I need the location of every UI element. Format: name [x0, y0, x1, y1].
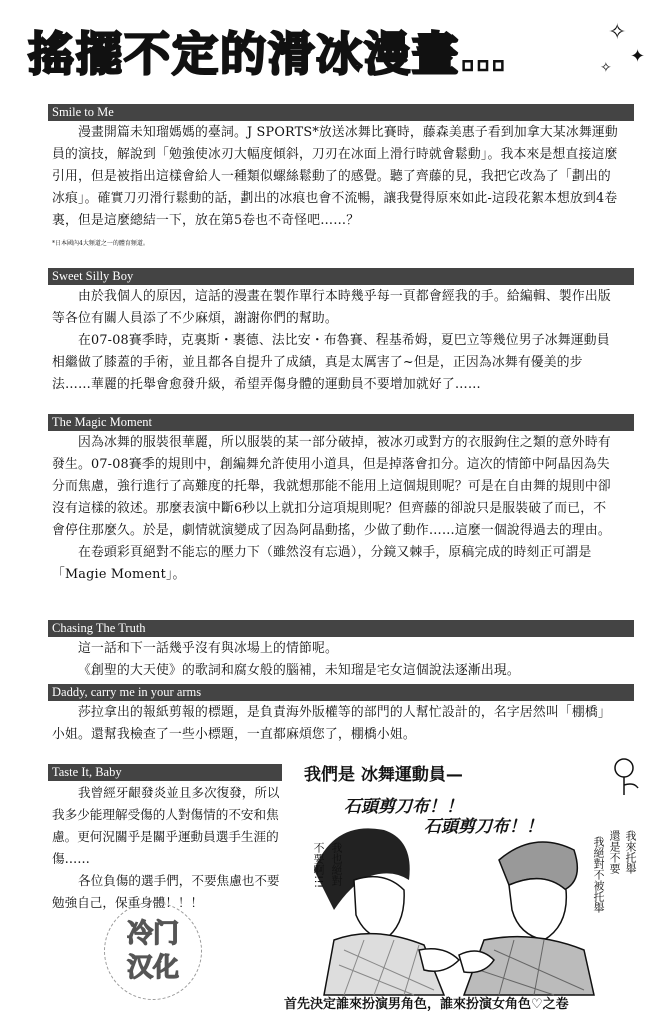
speech-bubble: 不要啊!!!: [312, 842, 325, 889]
manga-top-line: 我們是 冰舞運動員—: [304, 765, 463, 785]
sparkle-icon: ✧: [600, 60, 612, 76]
speech-bubble: 我絕對不被托舉: [592, 836, 605, 913]
speech-bubble: 還是不要: [608, 830, 621, 874]
paragraph: 《創聖的大天使》的歌詞和腐女般的腦補，未知瑠是宅女這個說法逐漸出現。: [78, 663, 520, 678]
section-header-smile: Smile to Me: [48, 104, 634, 121]
rose-icon: [615, 759, 633, 777]
section-body-magic: [52, 432, 618, 586]
sparkle-icon: ✧: [608, 20, 627, 45]
section-body-chasing: [52, 638, 618, 682]
page-title: 搖擺不定的滑冰漫畫…: [28, 27, 508, 81]
paragraph: 漫畫開篇未知瑠媽媽的臺詞。J SPORTS*放送冰舞比賽時，藤森美惠子看到加拿大某冰舞運動員的演技，解說到「勉強使冰刃大幅度傾斜，刀刃在冰面上滑行時就會鬆動」。我本來是想直接這麼引用，但是被指出這樣會給人一種類似螺絲鬆動了的感覺。聽了齊藤的見，我把它改為了「劃出的冰痕」。確實刀刃滑行鬆動的話，劃出的冰痕也會不流暢，讓我覺得原來如此-這段花絮本想放到4卷裏，但是這麼總結一下，放在第5卷也不奇怪吧……？: [52, 125, 618, 228]
section-body-sweet: [52, 286, 618, 396]
manga-caption: 首先決定誰來扮演男角色，誰來扮演女角色♡之卷: [284, 997, 569, 1012]
paragraph: 各位負傷的選手們，不要焦慮也不要勉強自己，保重身體！！！: [52, 873, 280, 910]
stamp-line: 冷门: [126, 919, 179, 949]
paragraph: 這一話和下一話幾乎沒有與冰場上的情節呢。: [78, 641, 338, 656]
section-header-daddy: Daddy, carry me in your arms: [48, 684, 634, 701]
section-body-smile: [52, 122, 618, 232]
section-header-chasing: Chasing The Truth: [48, 620, 634, 637]
character-face: [354, 877, 404, 940]
paragraph: 因為冰舞的服裝很華麗，所以服裝的某一部分破掉，被冰刃或對方的衣服鉤住之類的意外時有發生。07-08賽季的規則中，創編舞允許使用小道具，但是掉落會扣分。這次的情節中阿晶因為失分而焦慮，強行進行了高難度的托舉，我就想那能不能用上這個規則呢？可是在自由舞的規則中卻沒有這樣的敘述。那麼表演中斷6秒以上就扣分這項規則呢？但齊藤的卻說只是服裝破了而已，不會停住那麼久。於是，劇情就演變成了因為阿晶動搖，少做了動作……這麼一個說得過去的理由。: [52, 435, 611, 538]
sparkle-icon: ✦: [630, 46, 646, 67]
stamp-line: 汉化: [126, 953, 179, 983]
section-body-taste: [52, 782, 282, 914]
footnote: *日本國內4大頻道之一的體育頻道。: [52, 240, 149, 247]
manga-illustration: [284, 750, 654, 1012]
section-header-sweet: Sweet Silly Boy: [48, 268, 634, 285]
hand: [419, 949, 459, 972]
speech-bubble: 我也絕對: [330, 842, 343, 886]
paragraph: 莎拉拿出的報紙剪報的標題，是負責海外版權等的部門的人幫忙設計的，名字居然叫「棚橋」小姐。還幫我檢查了一些小標題，一直都麻煩您了，棚橋小姐。: [52, 705, 611, 742]
paragraph: 在07-08賽季時，克裏斯・裹德、法比安・布魯賽、程基希姆，夏巴立等幾位男子冰舞運動員相繼做了膝蓋的手術，並且都各自提升了成績，真是太厲害了~但是，正因為冰舞有優美的步法……華麗的托舉會愈發升級，希望弄傷身體的運動員不要增加就好了……: [52, 333, 610, 392]
section-body-daddy: [52, 702, 618, 746]
speech-bubble: 我來托舉: [624, 830, 637, 874]
paragraph: 在卷頭彩頁絕對不能忘的壓力下（雖然沒有忘過），分鏡又棘手，原稿完成的時刻正可謂是「Magie Moment」。: [52, 545, 592, 582]
section-header-magic: The Magic Moment: [48, 414, 634, 431]
paragraph: 我曾經牙齦發炎並且多次復發，所以我多少能理解受傷的人對傷情的不安和焦慮。更何況關乎是關乎運動員選手生涯的傷……: [52, 785, 280, 866]
character-face: [509, 879, 566, 940]
paragraph: 由於我個人的原因，這話的漫畫在製作單行本時幾乎每一頁都會經我的手。給編輯、製作出版等各位有關人員添了不少麻煩，謝謝你們的幫助。: [52, 289, 611, 326]
manga-shout: 石頭剪刀布！！: [344, 797, 463, 817]
manga-shout: 石頭剪刀布！！: [424, 817, 543, 837]
section-header-taste: Taste It, Baby: [48, 764, 282, 781]
scanlation-stamp: [104, 902, 202, 1000]
